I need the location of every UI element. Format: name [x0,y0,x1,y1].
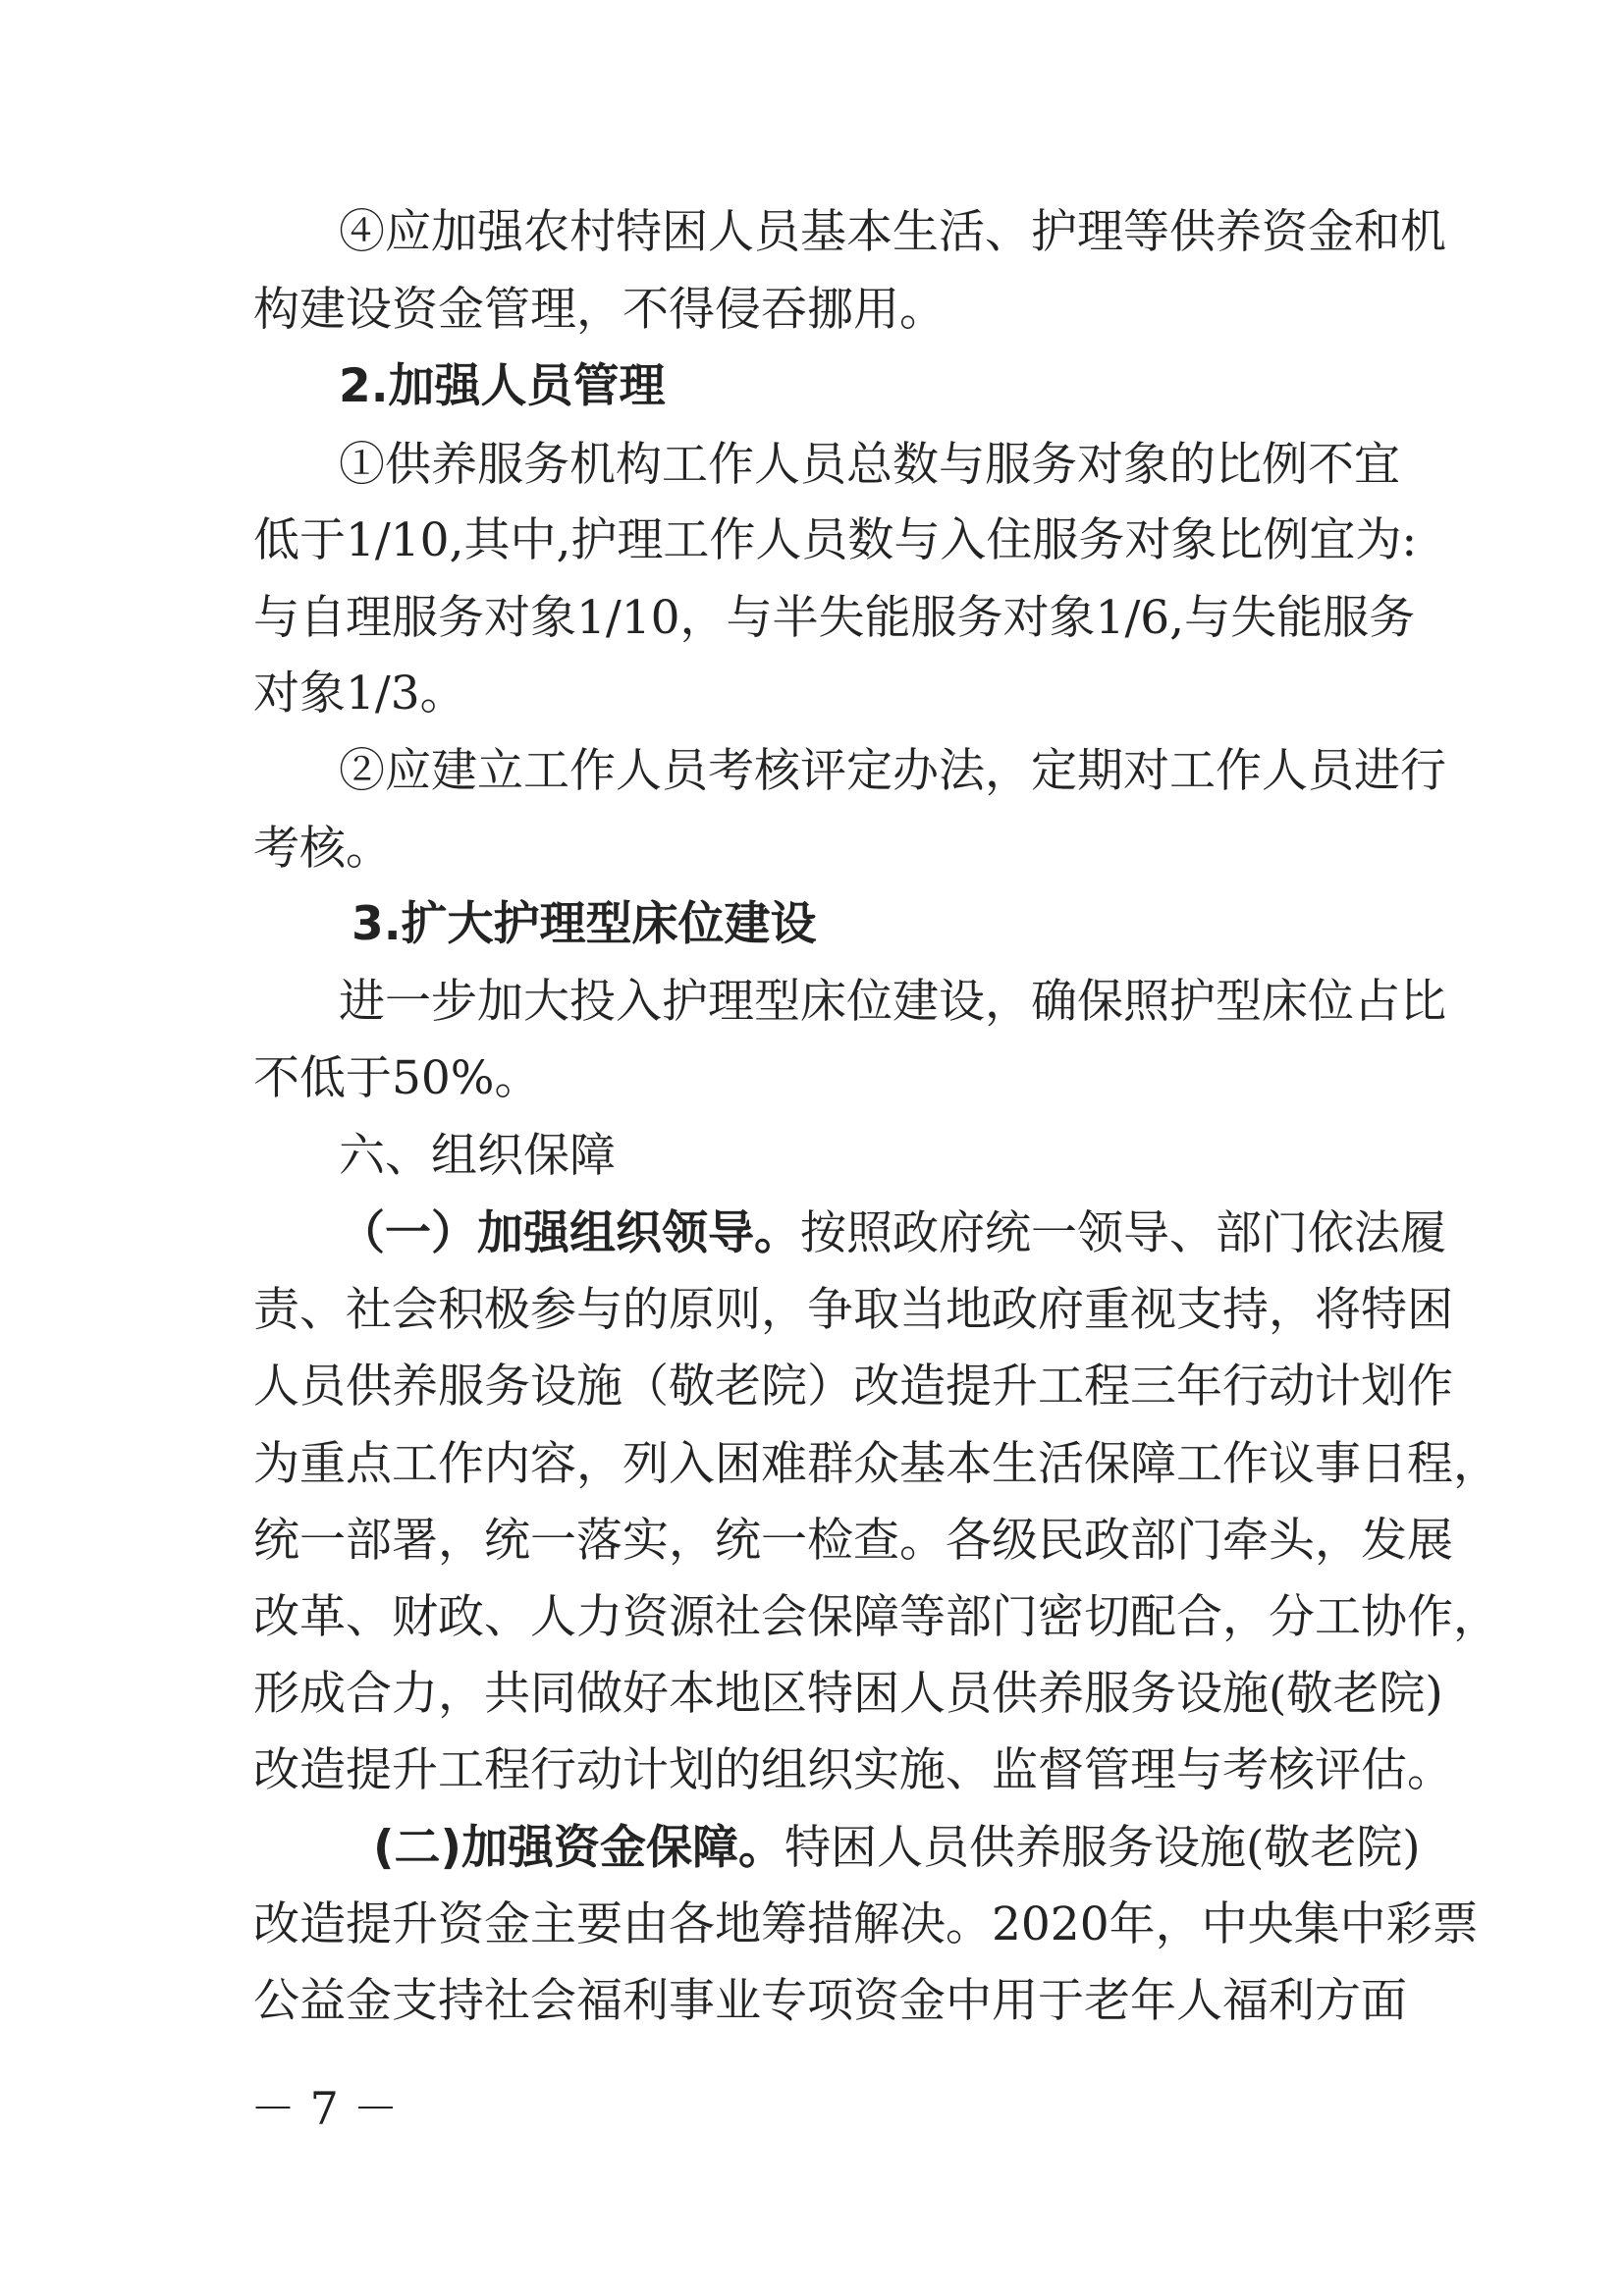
text-line: ④应加强农村特困人员基本生活、护理等供养资金和机 [339,205,1446,259]
text-line: 构建设资金管理，不得侵吞挪用。 [253,283,946,337]
paragraph-lead: (二)加强资金保障。 [373,1821,784,1875]
text-line: 改革、财政、人力资源社会保障等部门密切配合，分工协作， [253,1590,1499,1644]
text-line: 改造提升工程行动计划的组织实施、监督管理与考核评估。 [253,1743,1453,1797]
paragraph-text: 按照政府统一领导、部门依法履 [800,1206,1446,1260]
text-line: 人员供养服务设施（敬老院）改造提升工程三年行动计划作 [253,1360,1453,1414]
text-line [339,1204,1446,1263]
text-line: 责、社会积极参与的原则，争取当地政府重视支持，将特困 [253,1283,1453,1337]
section-heading-organization: 六、组织保障 [339,1129,616,1183]
text-line: 统一部署，统一落实，统一检查。各级民政部门牵头，发展 [253,1514,1453,1568]
text-line: 公益金支持社会福利事业专项资金中用于老年人福利方面 [253,1974,1407,2028]
text-line: 进一步加大投入护理型床位建设，确保照护型床位占比 [339,975,1446,1029]
text-line: ①供养服务机构工作人员总数与服务对象的比例不宜 [339,438,1400,492]
subheading-nursing-beds: 3.扩大护理型床位建设 [352,897,817,951]
page-number: － 7 － [250,2082,399,2135]
text-line: 为重点工作内容，列入困难群众基本生活保障工作议事日程， [253,1437,1499,1491]
subheading-staff-management: 2.加强人员管理 [339,359,666,413]
text-line: 改造提升资金主要由各地筹措解决。2020年，中央集中彩票 [253,1897,1479,1951]
paragraph-lead: （一）加强组织领导。 [339,1206,800,1260]
text-line: 考核。 [253,822,392,876]
text-line: ②应建立工作人员考核评定办法，定期对工作人员进行 [339,744,1446,798]
text-line [373,1819,1421,1878]
paragraph-text: 特困人员供养服务设施(敬老院) [784,1821,1421,1875]
text-line: 低于1/10,其中,护理工作人员数与入住服务对象比例宜为: [253,513,1418,567]
text-line: 形成合力，共同做好本地区特困人员供养服务设施(敬老院) [253,1667,1443,1721]
text-line: 对象1/3。 [253,667,466,721]
text-line: 与自理服务对象1/10，与半失能服务对象1/6,与失能服务 [253,591,1416,645]
text-line: 不低于50%。 [253,1051,541,1105]
